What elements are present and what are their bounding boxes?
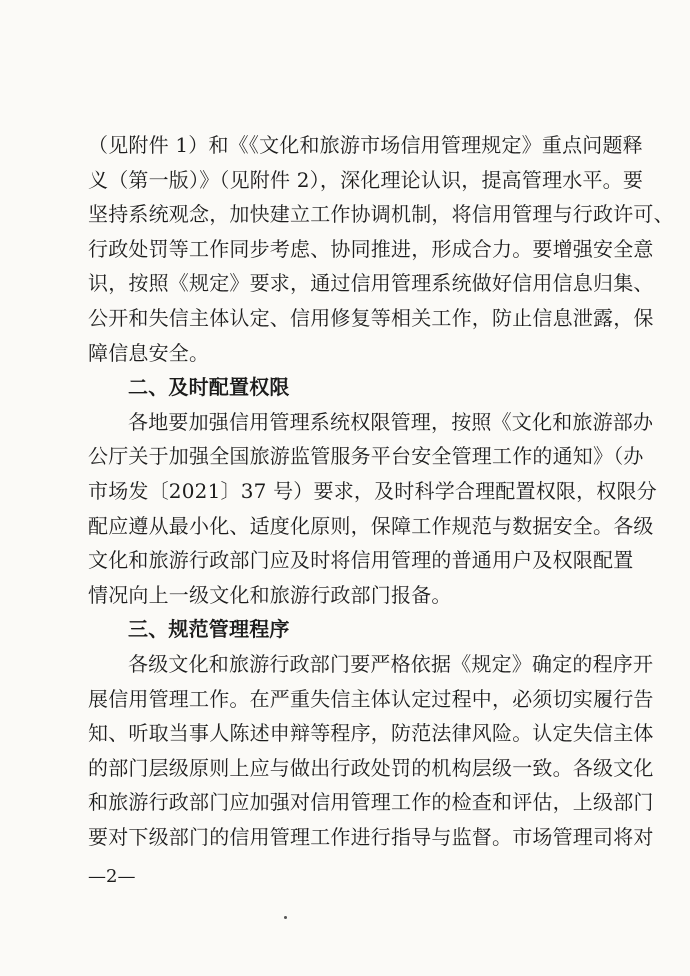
text-line: 识，按照《规定》要求，通过信用管理系统做好信用信息归集、 [88,271,654,296]
text-line: 各级文化和旅游行政部门要严格依据《规定》确定的程序开 [128,651,654,676]
text-line: 行政处罚等工作同步考虑、协同推进，形成合力。要增强安全意 [88,236,654,261]
text-line: 义（第一版）》（见附件 2），深化理论认识，提高管理水平。要 [88,167,644,192]
section-heading: 三、规范管理程序 [128,617,290,642]
text-line: （见附件 1）和《《文化和旅游市场信用管理规定》重点问题释 [88,133,643,157]
section-heading: 二、及时配置权限 [128,375,290,400]
text-line: 和旅游行政部门应加强对信用管理工作的检查和评估，上级部门 [88,790,654,815]
section-2 [88,370,657,612]
page-number: —2— [88,866,136,887]
text-line: 各地要加强信用管理系统权限管理，按照《文化和旅游部办 [128,409,654,434]
section-3 [88,612,654,854]
text-line: 要对下级部门的信用管理工作进行指导与监督。市场管理司将对 [88,824,654,849]
scan-speck [284,916,287,919]
text-line: 的部门层级原则上应与做出行政处罚的机构层级一致。各级文化 [88,755,654,780]
text-line: 公开和失信主体认定、信用修复等相关工作，防止信息泄露，保 [88,305,654,330]
text-line: 障信息安全。 [88,340,210,365]
text-line: 市场发〔2021〕37 号）要求，及时科学合理配置权限，权限分 [88,478,657,503]
text-line: 配应遵从最小化、适度化原则，保障工作规范与数据安全。各级 [88,513,654,538]
text-line: 坚持系统观念，加快建立工作协调机制，将信用管理与行政许可、 [88,202,674,227]
paragraph-continued [88,128,674,370]
text-line: 公厅关于加强全国旅游监管服务平台安全管理工作的通知》（办 [88,444,644,469]
text-line: 展信用管理工作。在严重失信主体认定过程中，必须切实履行告 [88,686,654,711]
text-line: 文化和旅游行政部门应及时将信用管理的普通用户及权限配置 [88,548,634,573]
text-line: 情况向上一级文化和旅游行政部门报备。 [88,582,452,607]
text-line: 知、听取当事人陈述申辩等程序，防范法律风险。认定失信主体 [88,721,654,746]
